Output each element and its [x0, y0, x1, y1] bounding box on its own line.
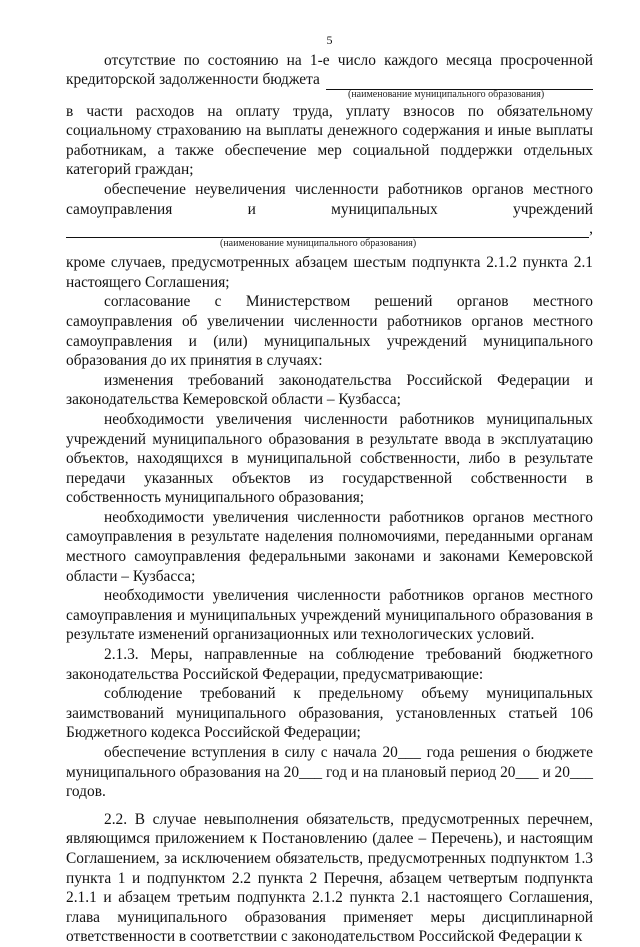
document-page: [66, 0, 593, 947]
paragraph-organizational-changes: необходимости увеличения численности работников органов местного самоуправления и муниципальных учреждений муниципального образования в результате изменений организационных или технологических условий.: [66, 587, 593, 644]
page-number: 5: [326, 33, 333, 47]
blank-caption: (наименование муниципального образования): [220, 238, 417, 250]
paragraph-budget-decision: обеспечение вступления в силу с начала 20___ года решения о бюджете муниципального образования на 20___ год и на плановый период 20___ и 20___ годов.: [66, 744, 594, 801]
paragraph-2-1-3: 2.1.3. Меры, направленные на соблюдение требований бюджетного законодательства Российской Федерации, предусматривающие:: [66, 646, 593, 683]
staff-blank-row: [66, 219, 593, 238]
paragraph-legislation-changes: изменения требований законодательства Российской Федерации и законодательства Кемеровской области – Кузбасса;: [66, 371, 593, 409]
paragraph-overdue-debt-line2: [66, 71, 593, 90]
paragraph-exceptions: кроме случаев, предусмотренных абзацем шестым подпункта 2.1.2 пункта 2.1 настоящего Соглашения;: [66, 254, 593, 291]
overdue-debt-text: кредиторской задолженности бюджета: [66, 71, 320, 88]
paragraph-2-2: 2.2. В случае невыполнения обязательств, предусмотренных перечнем, являющимся приложением к Постановлению (далее – Перечень), и настоящим Соглашением, за исключением обязательств, предусмотренных подпунктом 1.3 пункта 1 и подпунктом 2.2 пункта 2 Перечня, абзацем четвертым подпункта 2.1.1 и абзацем третьим подпункта 2.1.2 пункта 2.1 настоящего Соглашения, глава муниципального образования применяет меры дисциплинарной ответственности в соответствии с законодательством Российской Федерации к: [66, 810, 593, 946]
paragraph-powers-staff-increase: необходимости увеличения численности работников органов местного самоуправления в результате наделения полномочиями, переданными органам местного самоуправления федеральными законами и законами Кемеровской области – Кузбасса;: [66, 508, 593, 585]
paragraph-overdue-debt-line1: отсутствие по состоянию на 1-е число каждого месяца просроченной: [104, 52, 593, 69]
blank-comma: ,: [589, 219, 593, 237]
paragraph-approval: согласование с Министерством решений органов местного самоуправления об увеличении численности работников органов местного самоуправления и (или) муниципальных учреждений муниципального образования до их принятия в случаях:: [66, 293, 593, 370]
paragraph-no-staff-increase: обеспечение неувеличения численности работников органов местного самоуправления и муниципальных учреждений: [66, 180, 593, 218]
paragraph-borrowing-limit: соблюдение требований к предельному объему муниципальных заимствований муниципального образования, установленных статьей 106 Бюджетного кодекса Российской Федерации;: [66, 685, 593, 742]
blank-caption: (наименование муниципального образования): [348, 88, 545, 100]
paragraph-labor-costs: в части расходов на оплату труда, уплату взносов по обязательному социальному страхованию на выплаты денежного содержания и иные выплаты работникам, а также обеспечение мер социальной поддержки отдельных категорий граждан;: [66, 102, 593, 179]
paragraph-institution-staff-increase: необходимости увеличения численности работников муниципальных учреждений муниципального образования в результате ввода в эксплуатацию объектов, находящихся в муниципальной собственности, либо в результате передачи указанных объектов из государственной собственности в собственность муниципального образования;: [66, 410, 593, 507]
